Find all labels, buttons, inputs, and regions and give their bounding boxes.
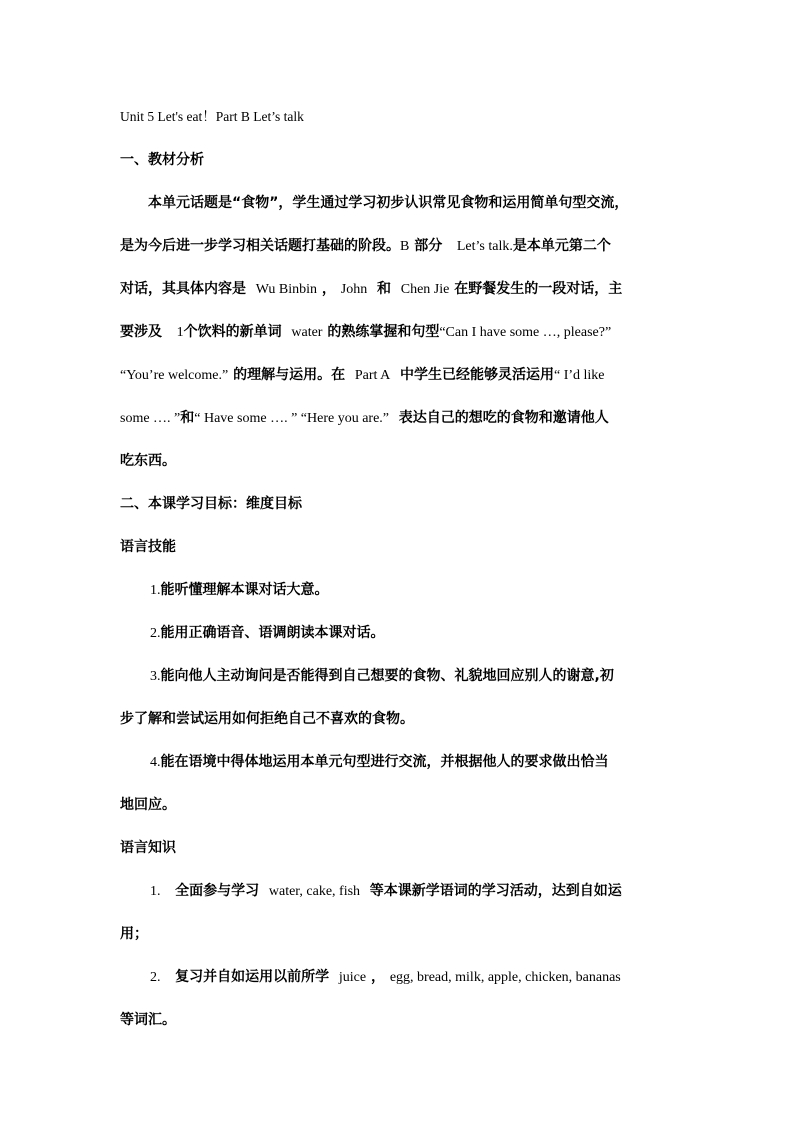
section-heading-objectives: 二、本课学习目标：维度目标 (120, 496, 302, 512)
list-number: 4. (150, 755, 161, 770)
paragraph-line (120, 232, 680, 260)
list-item (120, 662, 680, 690)
text-run: 要涉及 (120, 324, 162, 340)
list-number: 2. (150, 626, 161, 641)
paragraph-line (120, 275, 680, 303)
text-run: Chen Jie (400, 282, 450, 297)
list-number: 2. (150, 970, 161, 985)
text-run: 复习并自如运用以前所学 (175, 969, 330, 985)
skills-list (120, 576, 680, 819)
subheading-language-skills: 语言技能 (120, 539, 176, 555)
text-run: Part A (354, 368, 391, 383)
list-item (120, 576, 680, 604)
text-run: 能在语境中得体地运用本单元句型进行交流，并根据他人的要求做出恰当 (160, 754, 609, 770)
list-number: 1. (150, 583, 161, 598)
text-run: “ I’d like (553, 368, 605, 383)
section-heading-analysis: 一、教材分析 (120, 152, 204, 168)
text-run: “Can I have some …, please?” (439, 325, 612, 340)
paragraph-line (120, 189, 680, 217)
text-run: 对话，其具体内容是 (120, 281, 246, 297)
text-run: “You’re welcome.” (120, 368, 229, 383)
text-run: 地回应。 (120, 797, 176, 813)
text-run: 1 (176, 325, 184, 340)
text-run: 个饮料的新单词 (183, 324, 282, 340)
text-run: “ Have some …. ” “Here you are.” (194, 411, 390, 426)
document-page (120, 102, 680, 1049)
text-run: 用； (120, 926, 148, 942)
text-run: 在野餐发生的一段对话，主 (454, 281, 623, 297)
text-run: 步了解和尝试运用如何拒绝自己不喜欢的食物。 (120, 711, 414, 727)
text-run: 的熟练掌握和句型 (327, 324, 440, 340)
list-item-continuation (120, 1006, 680, 1034)
text-run: 等词汇。 (120, 1012, 176, 1028)
list-number: 1. (150, 884, 161, 899)
text-run: some …. ” (120, 411, 181, 426)
text-run: 吃东西。 (120, 453, 176, 469)
paragraph-line (120, 318, 680, 346)
list-item-continuation (120, 791, 680, 819)
list-item (120, 877, 680, 905)
text-run: 能用正确语音、语调朗读本课对话。 (160, 625, 385, 641)
text-run: Let’s talk. (456, 239, 513, 254)
text-run: 表达自己的想吃的食物和邀请他人 (398, 410, 609, 426)
paragraph-line (120, 404, 680, 432)
text-run: John (340, 282, 368, 297)
text-run: 中学生已经能够灵活运用 (399, 367, 554, 383)
text-run: 的理解与运用。在 (233, 367, 346, 383)
list-item-continuation (120, 920, 680, 948)
subheading-language-knowledge: 语言知识 (120, 840, 176, 856)
list-item (120, 963, 680, 991)
text-run: ， (321, 281, 336, 297)
text-run: 和 (180, 410, 195, 426)
text-run: egg, bread, milk, apple, chicken, bananas (389, 970, 621, 985)
text-run: 是本单元第二个 (512, 238, 611, 254)
list-item (120, 619, 680, 647)
text-run: juice (338, 970, 367, 985)
text-run: 部分 (414, 238, 443, 254)
list-number: 3. (150, 669, 161, 684)
text-run: 能听懂理解本课对话大意。 (160, 582, 329, 598)
text-run: 和 (376, 281, 391, 297)
paragraph-line (120, 361, 680, 389)
analysis-paragraph (120, 189, 680, 475)
text-run: B (400, 239, 410, 254)
paragraph-line (120, 447, 680, 475)
text-run: 是为今后进一步学习相关话题打基础的阶段。 (120, 238, 400, 254)
text-run: 能向他人主动询问是否能得到自己想要的食物、礼貌地回应别人的谢意,初 (160, 668, 614, 684)
document-title: Unit 5 Let's eat！Part B Let’s talk (120, 109, 304, 124)
text-run: 本单元话题是“食物”，学生通过学习初步认识常见食物和运用简单句型交流， (148, 195, 629, 211)
text-run: water (291, 325, 323, 340)
text-run: ， (370, 969, 385, 985)
text-run: water, cake, fish (268, 884, 361, 899)
knowledge-list (120, 877, 680, 1034)
text-run: 全面参与学习 (175, 883, 260, 899)
list-item (120, 748, 680, 776)
text-run: Wu Binbin (255, 282, 318, 297)
list-item-continuation (120, 705, 680, 733)
text-run: 等本课新学语词的学习活动，达到自如运 (369, 883, 622, 899)
